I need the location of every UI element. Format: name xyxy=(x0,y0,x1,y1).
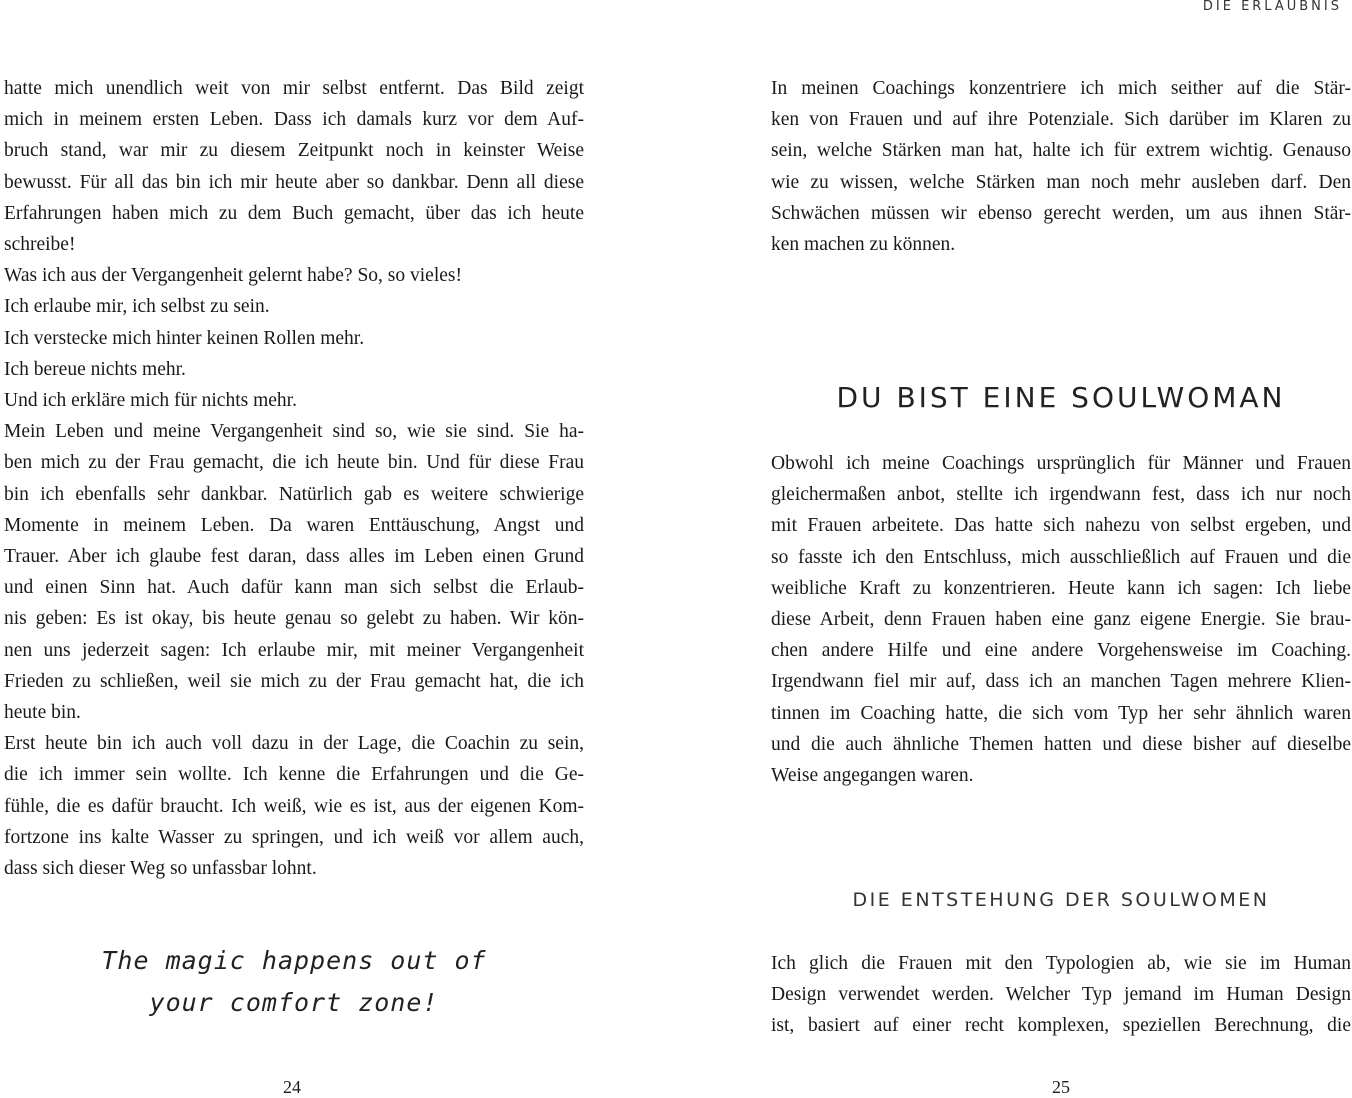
paragraph xyxy=(4,728,584,884)
text-line: Erfahrungen haben mich zu dem Buch gemacht, über das ich heute xyxy=(4,202,584,224)
running-header: DIE ERLAUBNIS xyxy=(1202,0,1342,14)
text-line: Obwohl ich meine Coachings ursprünglich für Männer und Frauen xyxy=(771,453,1351,474)
paragraph xyxy=(4,385,584,416)
text-line: Erst heute bin ich auch voll dazu in der Lage, die Coachin zu sein, xyxy=(4,733,584,755)
text-line: nis geben: Es ist okay, bis heute genau so gelebt zu haben. Wir kön- xyxy=(4,608,584,630)
text-line: Schwächen müssen wir ebenso gerecht werden, um aus ihnen Stär- xyxy=(771,202,1351,224)
subsection-heading: DIE ENTSTEHUNG DER SOULWOMEN xyxy=(852,889,1270,911)
pull-quote xyxy=(64,940,524,1024)
text-line: mit Frauen arbeitete. Das hatte sich nahezu von selbst ergeben, und xyxy=(771,515,1351,537)
text-line: hatte mich unendlich weit von mir selbst entfernt. Das Bild zeigt xyxy=(4,78,584,99)
text-line: Ich erlaube mir, ich selbst zu sein. xyxy=(4,296,270,318)
left-page xyxy=(4,0,584,1096)
paragraph xyxy=(4,323,584,354)
subsection-body-text xyxy=(771,948,1351,1042)
text-line: Irgendwann fiel mir auf, dass ich an manchen Tagen mehrere Klien- xyxy=(771,671,1351,693)
page-number-left: 24 xyxy=(283,1077,301,1097)
text-line: wie zu wissen, welche Stärken man noch mehr ausleben darf. Den xyxy=(771,171,1351,193)
paragraph xyxy=(4,291,584,322)
text-line: Momente in meinem Leben. Da waren Enttäuschung, Angst und xyxy=(4,514,584,536)
text-line: so fasste ich den Entschluss, mich ausschließlich auf Frauen und die xyxy=(771,546,1351,568)
text-line: heute bin. xyxy=(4,702,81,724)
text-line: Trauer. Aber ich glaube fest daran, dass alles im Leben einen Grund xyxy=(4,546,584,568)
section-body-text xyxy=(771,448,1351,791)
text-line: nen uns jederzeit sagen: Ich erlaube mir, mit meiner Vergangenheit xyxy=(4,639,584,661)
text-line: fortzone ins kalte Wasser zu springen, und ich weiß vor allem auch, xyxy=(4,826,584,848)
text-line: In meinen Coachings konzentriere ich mich seither auf die Stär- xyxy=(771,78,1351,99)
text-line: Und ich erkläre mich für nichts mehr. xyxy=(4,390,297,412)
text-line: Mein Leben und meine Vergangenheit sind so, wie sie sind. Sie ha- xyxy=(4,421,584,443)
text-line: ken von Frauen und auf ihre Potenziale. Sich darüber im Klaren zu xyxy=(771,109,1351,131)
text-line: Weise angegangen waren. xyxy=(771,765,974,787)
text-line: gleichermaßen anbot, stellte ich irgendwann fest, dass ich nur noch xyxy=(771,484,1351,506)
text-line: ist, basiert auf einer recht komplexen, speziellen Berechnung, die xyxy=(771,1015,1351,1037)
text-line: schreibe! xyxy=(4,234,76,256)
text-line: sein, welche Stärken man hat, halte ich für extrem wichtig. Genauso xyxy=(771,140,1351,162)
text-line: und einen Sinn hat. Auch dafür kann man sich selbst die Erlaub- xyxy=(4,577,584,599)
text-line: fühle, die es dafür braucht. Ich weiß, wie es ist, aus der eigenen Kom- xyxy=(4,795,584,817)
text-line: mich in meinem ersten Leben. Dass ich damals kurz vor dem Auf- xyxy=(4,109,584,131)
text-line: weibliche Kraft zu konzentrieren. Heute kann ich sagen: Ich liebe xyxy=(771,577,1351,599)
page-number-right: 25 xyxy=(1052,1077,1070,1097)
section-heading: DU BIST EINE SOULWOMAN xyxy=(836,381,1286,414)
right-intro-text xyxy=(771,73,1351,260)
text-line: Was ich aus der Vergangenheit gelernt habe? So, so vieles! xyxy=(4,265,462,287)
text-line: Ich glich die Frauen mit den Typologien ab, wie sie im Human xyxy=(771,953,1351,974)
text-line: Design verwendet werden. Welcher Typ jemand im Human Design xyxy=(771,984,1351,1006)
text-line: diese Arbeit, denn Frauen haben eine ganz eigene Energie. Sie brau- xyxy=(771,609,1351,631)
pull-quote-line-1: The magic happens out of xyxy=(101,946,487,975)
text-line: dass sich dieser Weg so unfassbar lohnt. xyxy=(4,858,317,880)
paragraph xyxy=(4,260,584,291)
text-line: ben mich zu der Frau gemacht, die ich heute bin. Und für diese Frau xyxy=(4,452,584,474)
pull-quote-line-2: your comfort zone! xyxy=(149,988,439,1017)
text-line: Ich bereue nichts mehr. xyxy=(4,358,186,380)
paragraph xyxy=(4,73,584,260)
text-line: bruch stand, war mir zu diesem Zeitpunkt noch in keinster Weise xyxy=(4,140,584,162)
right-page xyxy=(771,0,1351,1096)
text-line: und die auch ähnliche Themen hatten und diese bisher auf dieselbe xyxy=(771,733,1351,755)
left-body-text xyxy=(4,73,584,884)
text-line: bewusst. Für all das bin ich mir heute aber so dankbar. Denn all diese xyxy=(4,171,584,193)
text-line: tinnen im Coaching hatte, die sich vom Typ her sehr ähnlich waren xyxy=(771,702,1351,724)
paragraph xyxy=(4,354,584,385)
text-line: bin ich ebenfalls sehr dankbar. Natürlich gab es weitere schwierige xyxy=(4,483,584,505)
text-line: die ich immer sein wollte. Ich kenne die Erfahrungen und die Ge- xyxy=(4,764,584,786)
text-line: Ich verstecke mich hinter keinen Rollen mehr. xyxy=(4,327,365,349)
text-line: Frieden zu schließen, weil sie mich zu der Frau gemacht hat, die ich xyxy=(4,670,584,692)
text-line: chen andere Hilfe und eine andere Vorgehensweise im Coaching. xyxy=(771,640,1351,662)
paragraph xyxy=(4,416,584,728)
text-line: ken machen zu können. xyxy=(771,234,956,256)
